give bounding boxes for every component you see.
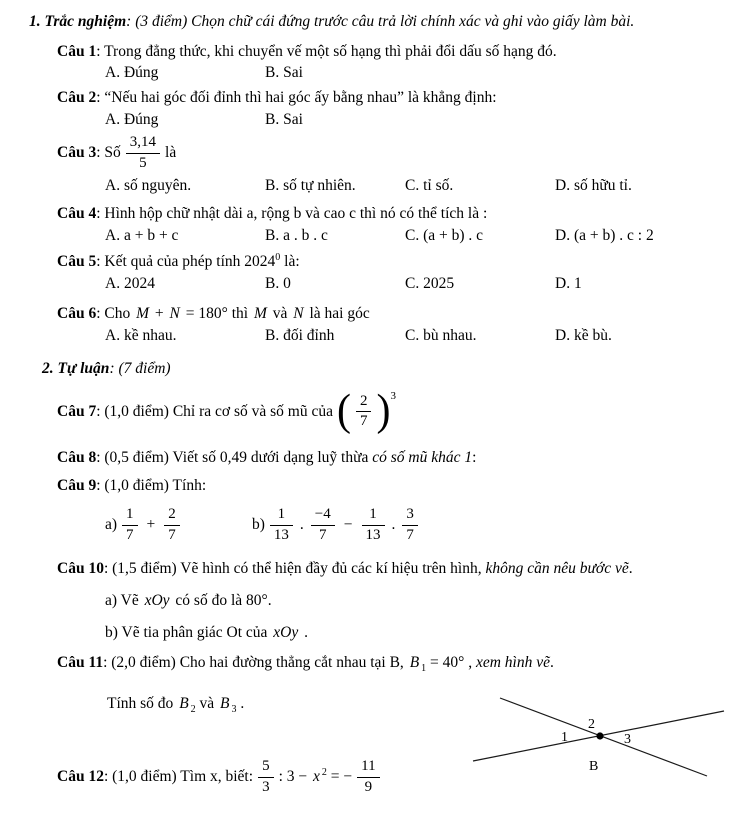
question-9 xyxy=(57,476,206,495)
question-6-and: và xyxy=(268,305,292,322)
exponent: 2 xyxy=(321,766,327,778)
denominator: 7 xyxy=(359,413,368,430)
question-1-label: Câu 1 xyxy=(57,43,97,60)
question-11-line-2 xyxy=(107,694,245,716)
line-2-pre: Tính số đo xyxy=(107,695,178,712)
part-a-post: có số đo là 80°. xyxy=(171,592,272,609)
question-3-pre: : Số xyxy=(96,144,121,161)
option-c: C. bù nhau. xyxy=(405,327,477,344)
question-10-italic: không cần nêu bước vẽ xyxy=(485,560,629,577)
fraction xyxy=(164,506,180,544)
question-10-part-a xyxy=(105,591,272,610)
fraction xyxy=(126,134,160,172)
numerator: 2 xyxy=(164,506,180,525)
equation-value: = 180° xyxy=(181,305,228,322)
part-b-post: . xyxy=(300,624,308,641)
question-10-post: . xyxy=(628,560,633,577)
question-7-label: Câu 7 xyxy=(57,403,97,420)
option-b: B. 0 xyxy=(265,275,291,292)
question-12-label: Câu 12 xyxy=(57,768,104,785)
option-c: C. (a + b) . c xyxy=(405,227,484,244)
numerator: 11 xyxy=(357,758,379,777)
subscript-3: 3 xyxy=(231,704,237,716)
question-8-italic: có số mũ khác 1 xyxy=(372,449,473,466)
var-b2: B xyxy=(179,695,189,712)
numerator: 3 xyxy=(402,506,418,525)
plus-sign: + xyxy=(151,305,168,322)
question-11-pre: : (2,0 điểm) Cho hai đường thẳng cắt nhau tại B, xyxy=(103,654,408,671)
question-8-pre: : (0,5 điểm) Viết số 0,49 dưới dạng luỹ thừa xyxy=(96,449,373,466)
question-4-text: : Hình hộp chữ nhật dài a, rộng b và cao c thì nó có thể tích là : xyxy=(96,205,488,222)
fraction xyxy=(402,506,418,544)
question-3-options xyxy=(105,176,632,195)
part-a-pre: a) Vẽ xyxy=(105,592,143,609)
question-4-label: Câu 4 xyxy=(57,205,97,222)
vertex-label: B xyxy=(589,759,599,774)
question-7 xyxy=(57,386,396,438)
var-n: N xyxy=(169,305,180,322)
section-2-label: 2. Tự luận xyxy=(42,360,110,377)
angle-label-2: 2 xyxy=(588,717,595,732)
question-6-post: là hai góc xyxy=(305,305,370,322)
question-8-post: : xyxy=(472,449,477,466)
option-a: A. a + b + c xyxy=(105,227,179,244)
question-10-label: Câu 10 xyxy=(57,560,104,577)
denominator: 7 xyxy=(319,526,327,543)
equation-mid2: = − xyxy=(326,768,353,785)
var-m: M xyxy=(253,305,267,322)
question-3-label: Câu 3 xyxy=(57,144,97,161)
plus-sign: + xyxy=(146,516,156,533)
denominator: 3 xyxy=(262,778,270,795)
fraction xyxy=(258,758,274,796)
multiply-dot: . xyxy=(391,516,396,533)
denominator: 7 xyxy=(126,526,134,543)
fraction xyxy=(357,758,379,796)
question-11-mid: , xyxy=(464,654,476,671)
part-b-pre: b) Vẽ tia phân giác Ot của xyxy=(105,624,272,641)
right-paren: ) xyxy=(376,386,391,436)
equation-middle xyxy=(279,768,353,786)
numerator: 1 xyxy=(362,506,385,525)
numerator: 3,14 xyxy=(126,134,160,153)
question-6-pre: : Cho xyxy=(96,305,135,322)
option-b: B. số tự nhiên. xyxy=(265,177,356,194)
section-2-text: : (7 điểm) xyxy=(109,360,171,377)
question-7-text xyxy=(57,403,333,421)
part-b-label: b) xyxy=(252,516,265,533)
angle-xoy: xOy xyxy=(144,592,170,609)
question-6-mid: thì xyxy=(227,305,252,322)
question-11-label: Câu 11 xyxy=(57,654,104,671)
question-11-post: . xyxy=(550,654,554,671)
fraction xyxy=(311,506,335,544)
question-6-label: Câu 6 xyxy=(57,305,97,322)
question-5-options xyxy=(105,274,582,293)
minus-sign: − xyxy=(343,516,353,533)
question-10 xyxy=(57,559,633,578)
question-5 xyxy=(57,252,300,271)
fraction xyxy=(362,506,385,544)
angle-label-1: 1 xyxy=(561,730,568,745)
var-b3: B xyxy=(220,695,230,712)
equation-mid1: : 3 − xyxy=(278,768,311,785)
falling-line xyxy=(500,698,707,776)
section-1-heading xyxy=(29,12,634,31)
vertex-point xyxy=(596,732,603,739)
question-8-label: Câu 8 xyxy=(57,449,97,466)
option-c: C. 2025 xyxy=(405,275,455,292)
power-expression xyxy=(336,386,396,436)
var-m: M xyxy=(136,305,150,322)
question-12-pre: : (1,0 điểm) Tìm x, biết: xyxy=(103,768,254,785)
question-12-text xyxy=(57,768,253,786)
numerator: 2 xyxy=(356,393,372,412)
question-4 xyxy=(57,204,487,223)
option-b: B. Sai xyxy=(265,111,303,128)
question-8 xyxy=(57,448,476,467)
denominator: 13 xyxy=(273,526,289,543)
question-1-options xyxy=(105,63,405,82)
subscript-2: 2 xyxy=(190,704,196,716)
option-a: A. số nguyên. xyxy=(105,177,192,194)
question-9-part-a xyxy=(105,503,185,547)
denominator: 7 xyxy=(406,526,414,543)
question-2-label: Câu 2 xyxy=(57,89,97,106)
denominator: 5 xyxy=(139,154,147,171)
multiply-dot: . xyxy=(299,516,304,533)
section-2-heading xyxy=(42,359,171,378)
denominator: 9 xyxy=(364,778,373,795)
option-a: A. 2024 xyxy=(105,275,155,292)
numerator: 1 xyxy=(270,506,293,525)
section-1-label: 1. Trắc nghiệm xyxy=(29,13,127,30)
option-a: A. Đúng xyxy=(105,64,159,81)
question-9-label: Câu 9 xyxy=(57,477,97,494)
numerator: 1 xyxy=(122,506,138,525)
numerator: 5 xyxy=(258,758,274,777)
question-9-text: : (1,0 điểm) Tính: xyxy=(96,477,207,494)
fraction xyxy=(270,506,293,544)
option-d: D. kề bù. xyxy=(555,327,612,344)
fraction xyxy=(122,506,138,544)
var-x: x xyxy=(313,768,320,785)
line-2-and: và xyxy=(195,695,219,712)
fraction xyxy=(356,393,372,431)
line-2-post: . xyxy=(236,695,245,712)
question-2-text: : “Nếu hai góc đối đỉnh thì hai góc ấy bằng nhau” là khẳng định: xyxy=(96,89,497,106)
question-10-part-b xyxy=(105,623,308,642)
question-6 xyxy=(57,304,370,323)
option-b: B. a . b . c xyxy=(265,227,328,244)
option-c: C. tỉ số. xyxy=(405,177,454,194)
subscript-1: 1 xyxy=(421,663,427,675)
section-1-text: : (3 điểm) Chọn chữ cái đứng trước câu trả lời chính xác và ghi vào giấy làm bài. xyxy=(126,13,635,30)
numerator: −4 xyxy=(311,506,335,525)
option-b: B. đối đỉnh xyxy=(265,327,335,344)
option-d: D. số hữu tỉ. xyxy=(555,177,632,194)
question-5-pre: : Kết quả của phép tính 2024 xyxy=(96,253,276,270)
var-b1: B xyxy=(409,654,420,671)
option-a: A. Đúng xyxy=(105,111,159,128)
intersecting-lines-figure xyxy=(468,690,740,790)
angle-value: = 40° xyxy=(426,654,465,671)
question-3 xyxy=(57,133,176,173)
question-5-label: Câu 5 xyxy=(57,253,97,270)
question-3-text xyxy=(57,144,121,162)
option-d: D. 1 xyxy=(555,275,582,292)
denominator: 7 xyxy=(168,526,176,543)
question-7-pre: : (1,0 điểm) Chỉ ra cơ số và số mũ của xyxy=(96,403,333,420)
option-a: A. kề nhau. xyxy=(105,327,177,344)
question-11-italic: xem hình vẽ xyxy=(475,654,551,671)
option-d: D. (a + b) . c : 2 xyxy=(555,227,654,244)
question-10-pre: : (1,5 điểm) Vẽ hình có thể hiện đầy đủ các kí hiệu trên hình, xyxy=(103,560,486,577)
question-3-post: là xyxy=(165,144,177,161)
question-2 xyxy=(57,88,497,107)
option-b: B. Sai xyxy=(265,64,303,81)
question-1-text: : Trong đẳng thức, khi chuyển vế một số hạng thì phải đổi dấu số hạng đó. xyxy=(96,43,557,60)
denominator: 13 xyxy=(365,526,381,543)
question-4-options xyxy=(105,226,654,245)
angle-label-3: 3 xyxy=(624,732,631,747)
question-11 xyxy=(57,653,554,675)
var-n: N xyxy=(293,305,304,322)
question-1 xyxy=(57,42,557,61)
angle-xoy: xOy xyxy=(273,624,299,641)
question-12 xyxy=(57,753,385,801)
exponent: 0 xyxy=(275,251,281,263)
question-9-part-b xyxy=(252,503,423,547)
question-5-post: là: xyxy=(280,253,300,270)
left-paren: ( xyxy=(336,386,351,436)
question-6-options xyxy=(105,326,612,345)
exponent: 3 xyxy=(390,390,396,403)
question-2-options xyxy=(105,110,405,129)
part-a-label: a) xyxy=(105,516,118,533)
